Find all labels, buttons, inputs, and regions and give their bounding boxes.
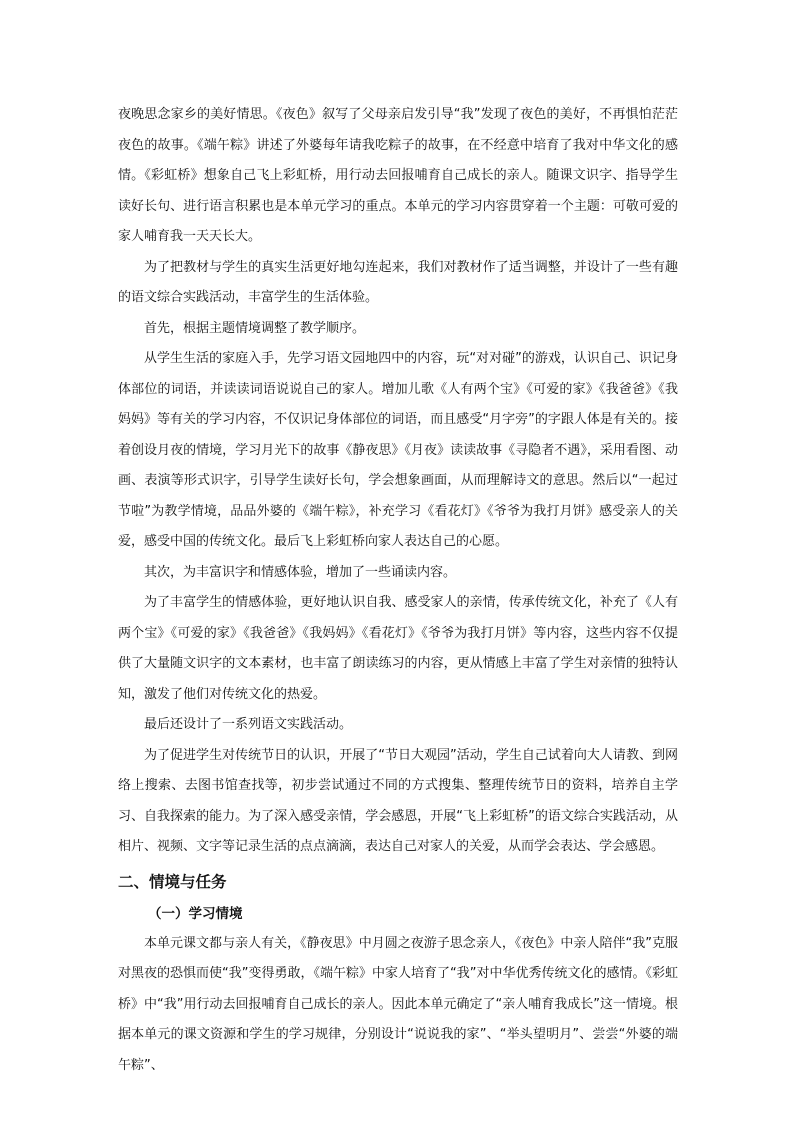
paragraph-first-order: 首先，根据主题情境调整了教学顺序。 [144,320,366,336]
subsection-heading-learning-situation: （一）学习情境 [148,905,243,922]
paragraph-family-context: 从学生生活的家庭入手，先学习语文园地四中的内容，玩“对对碰”的游戏，认识自己、识记身体部位的词语，并读读词语说说自己的家人。增加儿歌《人有两个宝》《可爱的家》《我爸爸》《我妈妈》等有关的学习内容，不仅识记身体部位的词语，而且感受“月字旁”的字跟人体是有关的。接着创设月夜的情境，学习月光下的故事《静夜思》《月夜》读读故事《寻隐者不遇》，采用看图、动画、表演等形式识字，引导学生读好长句，学会想象画面，从而理解诗文的意思。然后以“一起过节啦”为教学情境，品品外婆的《端午粽》，补充学习《看花灯》《爷爷为我打月饼》感受亲人的关爱，感受中国的传统文化。最后飞上彩虹桥向家人表达自己的心愿。 [118,351,678,549]
paragraph-last-activities: 最后还设计了一系列语文实践活动。 [144,717,353,732]
paragraph-learning-situation: 本单元课文都与亲人有关，《静夜思》中月圆之夜游子思念亲人，《夜色》中亲人陪伴“我”克服对黑夜的恐惧而使“我”变得勇敢，《端午粽》中家人培育了“我”对中华优秀传统文化的感情。《彩虹桥》中“我”用行动去回报哺育自己成长的亲人。因此本单元确定了“亲人哺育我成长”这一情境。根据本单元的课文资源和学生的学习规律，分别设计“说说我的家”、“举头望明月”、尝尝“外婆的端午粽”、 [118,935,678,1073]
paragraph-textbook-adjustment: 为了把教材与学生的真实生活更好地勾连起来，我们对教材作了适当调整，并设计了一些有趣的语文综合实践活动，丰富学生的生活体验。 [118,259,678,305]
section-heading-situation-task: 二、情境与任务 [118,872,227,891]
paragraph-festival-activities: 为了促进学生对传统节日的认识，开展了“节日大观园”活动，学生自己试着向大人请教、到网络上搜索、去图书馆查找等，初步尝试通过不同的方式搜集、整理传统节日的资料，培养自主学习、自我探索的能力。为了深入感受亲情，学会感恩，开展“飞上彩虹桥”的语文综合实践活动，从相片、视频、文字等记录生活的点点滴滴，表达自己对家人的关爱，从而学会表达、学会感恩。 [118,747,678,854]
paragraph-emotional-experience: 为了丰富学生的情感体验，更好地认识自我、感受家人的亲情，传承传统文化，补充了《人有两个宝》《可爱的家》《我爸爸》《我妈妈》《看花灯》《爷爷为我打月饼》等内容，这些内容不仅提供了大量随文识字的文本素材，也丰富了朗读练习的内容，更从情感上丰富了学生对亲情的独特认知，激发了他们对传统文化的热爱。 [118,595,678,702]
paragraph-unit-overview-continued: 夜晚思念家乡的美好情思。《夜色》叙写了父母亲启发引导“我”发现了夜色的美好，不再惧怕茫茫夜色的故事。《端午粽》讲述了外婆每年请我吃粽子的故事，在不经意中培育了我对中华文化的感情。《彩虹桥》想象自己飞上彩虹桥，用行动去回报哺育自己成长的亲人。随课文识字、指导学生读好长句、进行语言积累也是本单元学习的重点。本单元的学习内容贯穿着一个主题：可敬可爱的家人哺育我一天天长大。 [118,107,678,244]
document-body [118,100,678,1081]
paragraph-second-reading: 其次，为丰富识字和情感体验，增加了一些诵读内容。 [144,564,457,580]
